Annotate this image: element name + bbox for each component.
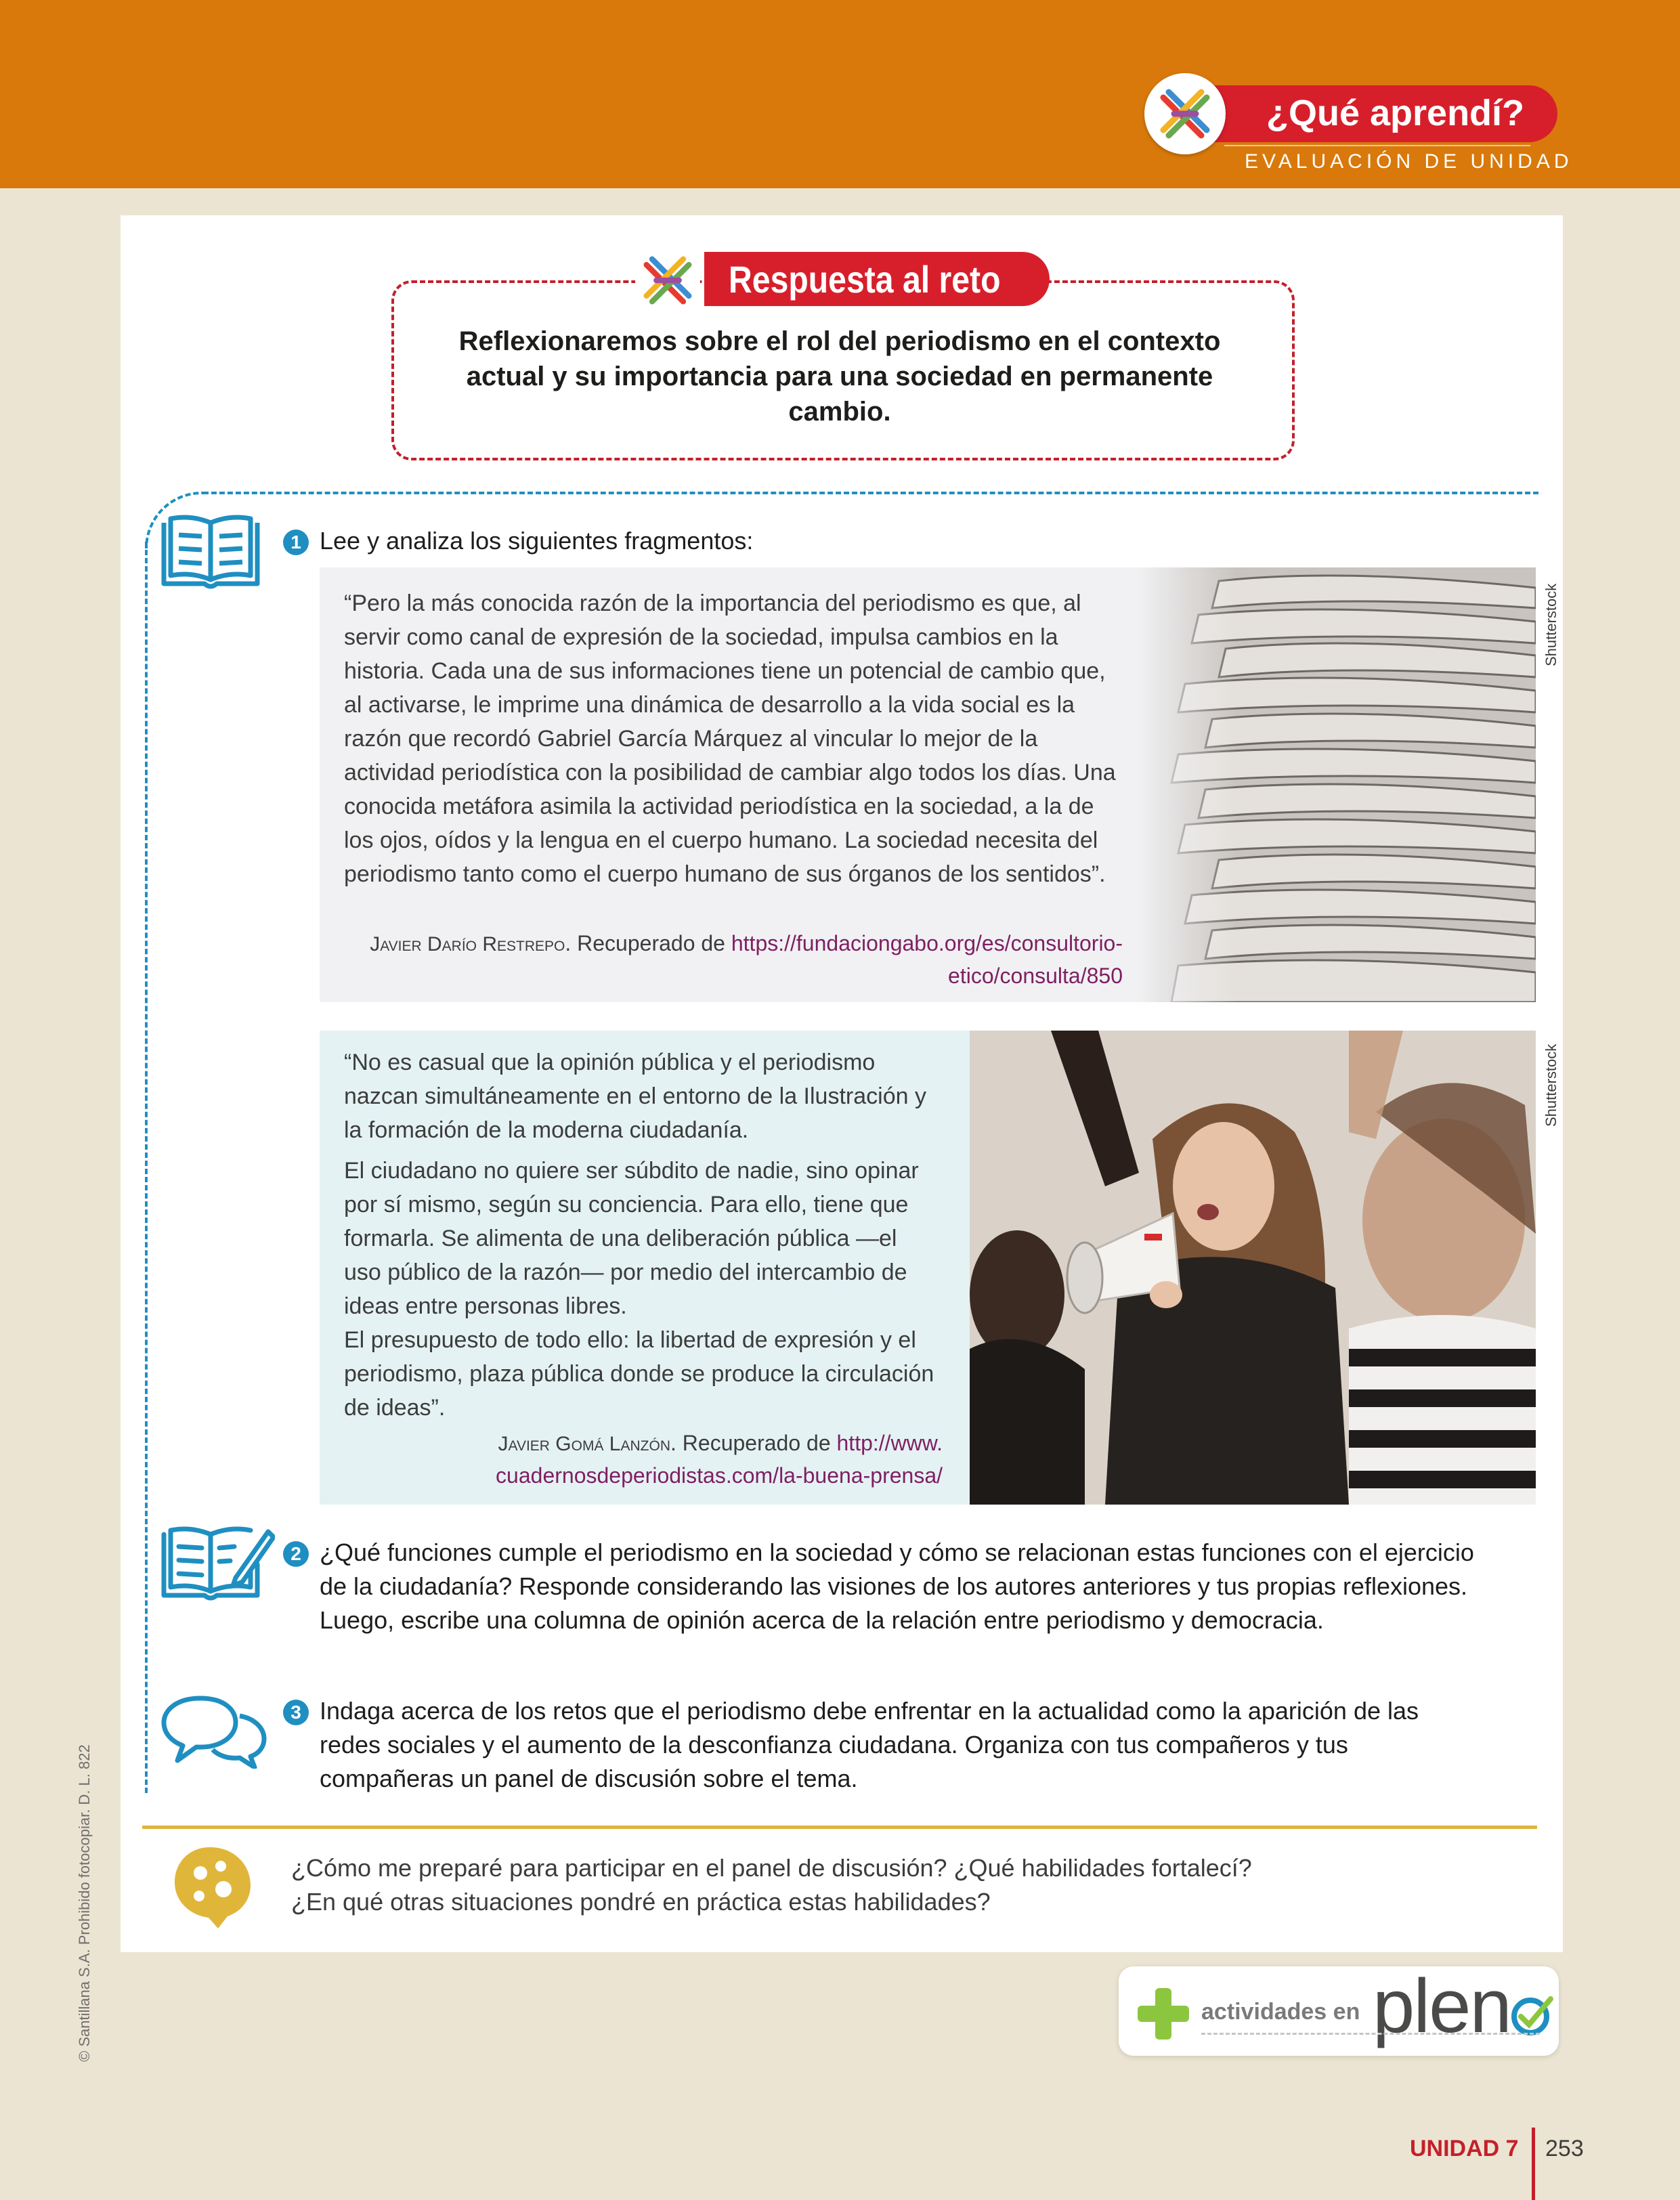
footer-divider xyxy=(1532,2128,1535,2200)
activity-2-badge: 2 xyxy=(283,1541,309,1567)
activity-1-badge: 1 xyxy=(283,530,309,555)
fragment-2-link[interactable]: http://www. xyxy=(836,1431,943,1455)
writing-notebook-icon xyxy=(160,1524,275,1608)
activity-bracket-left xyxy=(145,542,148,1793)
pleno-label: actividades en xyxy=(1201,1999,1360,2025)
header-divider xyxy=(1224,145,1530,146)
challenge-title: Respuesta al reto xyxy=(729,258,1001,301)
speech-bubbles-icon xyxy=(160,1693,268,1772)
fragment-1-link-cont[interactable]: etico/consulta/850 xyxy=(948,964,1123,988)
fragment-2-quote-p2: El ciudadano no quiere ser súbdito de nadie, sino opinar por sí mismo, según su conciencia. Para ello, tiene que formarla. Se alimenta de una deliberación pública —el uso público de la razón— por medio del intercambio de ideas entre personas libres. xyxy=(344,1158,919,1319)
fragment-1-source xyxy=(344,928,1123,991)
fragment-1-link[interactable]: https://fundaciongabo.org/es/consultorio- xyxy=(731,931,1123,955)
header-subtitle: EVALUACIÓN DE UNIDAD xyxy=(1245,150,1573,173)
activity-1-instruction: Lee y analiza los siguientes fragmentos: xyxy=(320,527,754,555)
challenge-text: Reflexionaremos sobre el rol del periodismo en el contexto actual y su importancia para una sociedad en permanente cambio. xyxy=(458,326,1221,427)
photo-credit-2: Shutterstock xyxy=(1543,1043,1559,1127)
header-title-pill xyxy=(1212,85,1557,142)
header-title: ¿Qué aprendí? xyxy=(1266,93,1525,133)
fragment-1-author: Javier Darío Restrepo xyxy=(370,933,565,955)
reflection-text xyxy=(291,1851,1510,1919)
pleno-word: plen xyxy=(1373,1964,1511,2048)
check-circle-icon xyxy=(1510,1993,1555,2038)
fragment-2-source xyxy=(344,1427,943,1491)
section-logo-icon xyxy=(1144,73,1226,154)
page-number: 253 xyxy=(1545,2136,1584,2161)
fragment-1-recovered: . Recuperado de xyxy=(565,931,731,955)
fragment-1-quote: “Pero la más conocida razón de la importancia del periodismo es que, al servir como canal de expresión de la sociedad, impulsa cambios en la historia. Cada una de sus informaciones tiene un potencial de cambio que, al activarse, le imprime una dinámica de desarrollo a la vida social es la razón que recordó Gabriel García Márquez al vincular lo mejor de la actividad periodística con la posibilidad de cambiar algo todos los días. Una conocida metáfora asimila la actividad periodística en la sociedad, a la de los ojos, oídos y la lengua en el cuerpo humano. La sociedad necesita del periodismo tanto como el cuerpo humano de sus órganos de los sentidos”. xyxy=(344,590,1116,887)
copyright-note: © Santillana S.A. Prohibido fotocopiar. D. L. 822 xyxy=(76,1744,93,2062)
activity-3-badge: 3 xyxy=(283,1700,309,1725)
fragment-2-quote-p1: “No es casual que la opinión pública y el periodismo nazcan simultáneamente en el entorno de la Ilustración y la formación de la moderna ciudadanía. xyxy=(344,1050,926,1143)
open-book-icon xyxy=(160,513,261,597)
fragment-2-link-cont[interactable]: cuadernosdeperiodistas.com/la-buena-prensa/ xyxy=(496,1463,943,1488)
head-puzzle-icon xyxy=(169,1842,257,1933)
activity-bracket-top xyxy=(203,492,1538,494)
activity-2-text: ¿Qué funciones cumple el periodismo en la sociedad y cómo se relacionan estas funciones con el ejercicio de la ciudadanía? Responde considerando las visiones de los autores anteriores y tus propias reflexiones. Luego, escribe una columna de opinión acerca de la relación entre periodismo y democracia. xyxy=(320,1538,1474,1634)
reflection-line-1: ¿Cómo me preparé para participar en el panel de discusión? ¿Qué habilidades fortalecí? xyxy=(291,1854,1252,1882)
challenge-logo-icon xyxy=(635,248,700,313)
plus-icon xyxy=(1135,1985,1192,2042)
photo-credit-1: Shutterstock xyxy=(1543,583,1559,666)
reflection-divider xyxy=(142,1826,1537,1829)
challenge-title-pill xyxy=(704,252,1050,306)
pleno-underline xyxy=(1201,2033,1540,2035)
fragment-2-quote-p3: El presupuesto de todo ello: la libertad de expresión y el periodismo, plaza pública donde se produce la circulación de ideas”. xyxy=(344,1327,934,1421)
fragment-2-recovered: . Recuperado de xyxy=(670,1431,837,1455)
reflection-line-2: ¿En qué otras situaciones pondré en práctica estas habilidades? xyxy=(291,1888,991,1916)
activity-3-text: Indaga acerca de los retos que el periodismo debe enfrentar en la actualidad como la aparición de las redes sociales y el aumento de la desconfianza ciudadana. Organiza con tus compañeros y tus compañeras un panel de discusión sobre el tema. xyxy=(320,1697,1419,1792)
unit-label: UNIDAD 7 xyxy=(1410,2136,1519,2161)
actividades-en-pleno-button[interactable] xyxy=(1119,1966,1559,2056)
newspapers-photo xyxy=(1138,567,1536,1002)
protest-photo xyxy=(970,1031,1536,1505)
fragment-2-author: Javier Gomá Lanzón xyxy=(498,1433,670,1455)
